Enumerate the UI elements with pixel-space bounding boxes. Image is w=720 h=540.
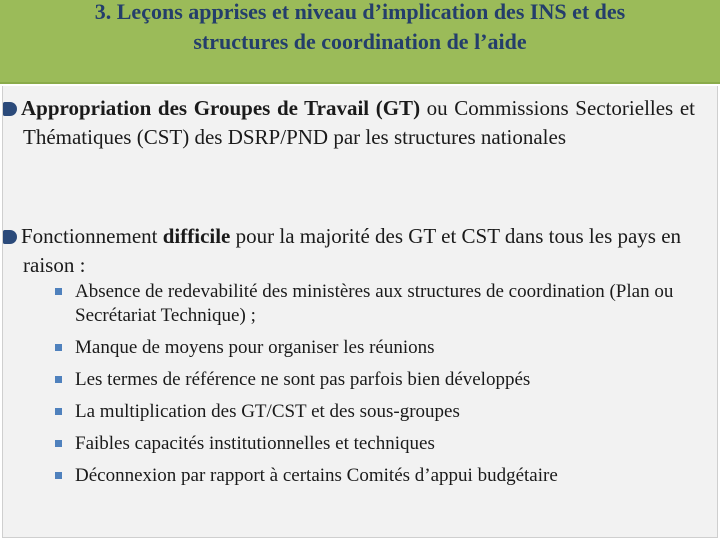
bullet-appropriation-text: ou Commissions Sectorielles et Thématiques (CST) des DSRP/PND par les structures nationales: [23, 96, 695, 149]
list-item: Manque de moyens pour organiser les réunions: [53, 336, 713, 360]
slide-title-line-1: 3. Leçons apprises et niveau d’implication des INS et des: [94, 0, 626, 24]
square-bullet-icon: [55, 472, 62, 479]
square-bullet-icon: [55, 344, 62, 351]
slide-title-line-2: structures de coordination de l’aide: [193, 29, 527, 54]
list-item: Les termes de référence ne sont pas parfois bien développés: [53, 368, 713, 392]
bullet-fonctionnement-text2: pour la majorité des GT et CST dans tous les pays en raison :: [23, 224, 682, 277]
square-bullet-icon: [55, 288, 62, 295]
q-bullet-icon: [3, 230, 17, 244]
q-bullet-icon: [3, 102, 17, 116]
sub-bullet-list: [53, 280, 713, 496]
list-item: La multiplication des GT/CST et des sous-groupes: [53, 400, 713, 424]
square-bullet-icon: [55, 440, 62, 447]
bullet-appropriation: [23, 94, 695, 152]
list-item: Absence de redevabilité des ministères aux structures de coordination (Plan ou Secrétariat Technique) ;: [53, 280, 713, 328]
list-item: Faibles capacités institutionnelles et techniques: [53, 432, 713, 456]
bullet-fonctionnement: [23, 222, 695, 280]
bullet-appropriation-bold: Appropriation des Groupes de Travail (GT): [21, 96, 421, 120]
title-bar: [0, 0, 720, 84]
bullet-fonctionnement-bold: difficile: [162, 224, 231, 248]
square-bullet-icon: [55, 376, 62, 383]
list-item: Déconnexion par rapport à certains Comités d’appui budgétaire: [53, 464, 713, 488]
square-bullet-icon: [55, 408, 62, 415]
content-panel: [2, 86, 718, 538]
bullet-fonctionnement-text1: Fonctionnement: [21, 224, 163, 248]
